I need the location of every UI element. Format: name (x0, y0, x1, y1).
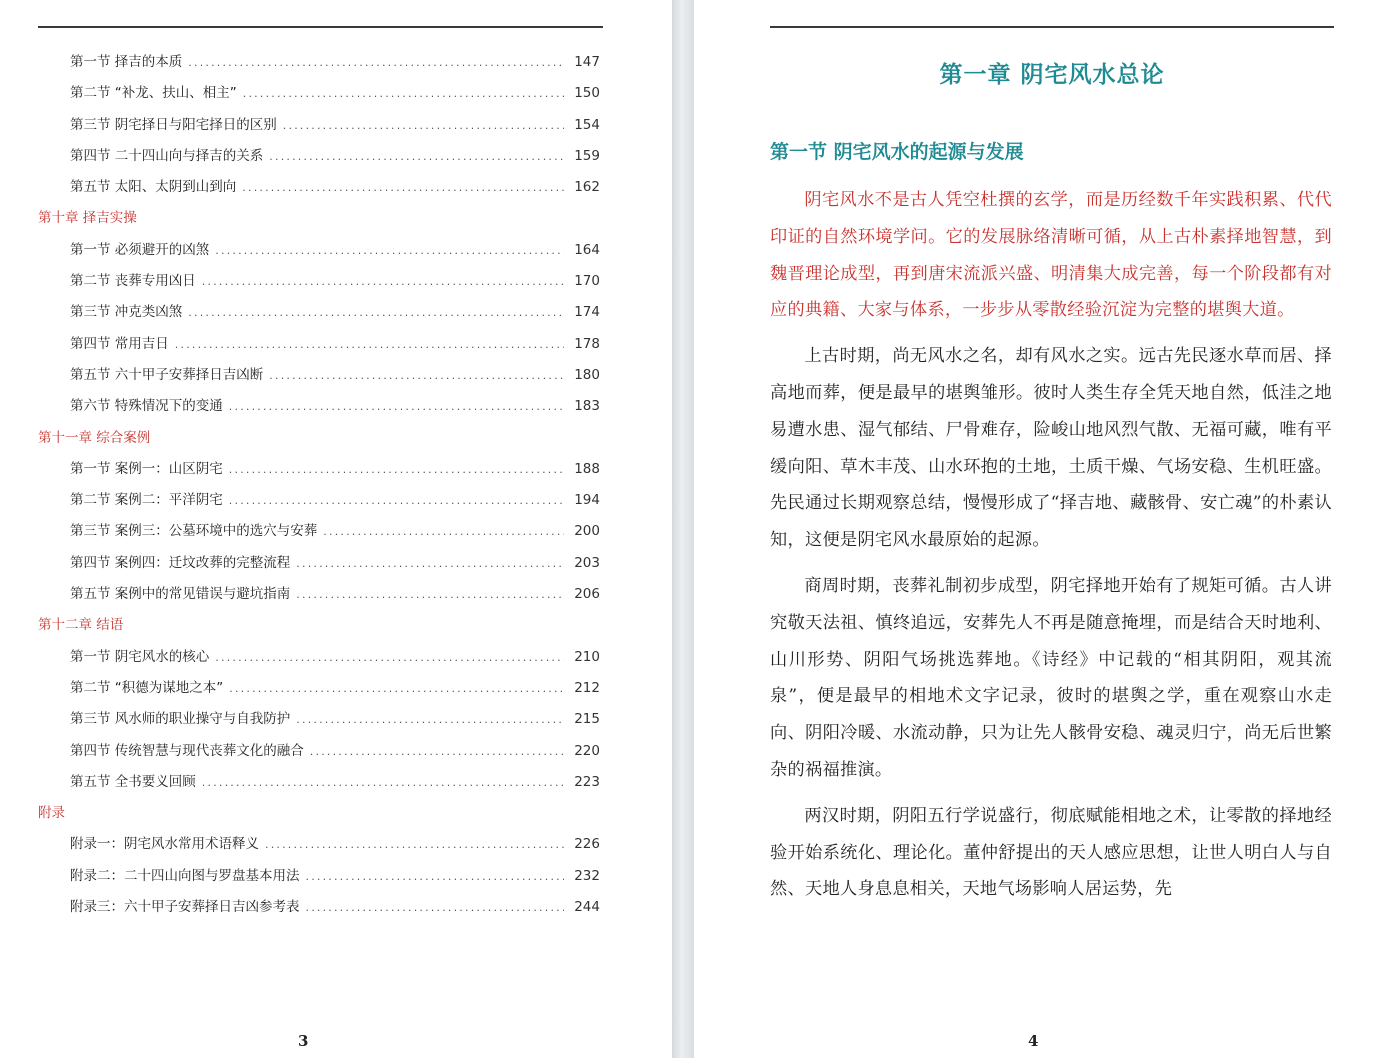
toc-leader-dots (229, 463, 564, 476)
toc-page-number: 220 (574, 742, 600, 759)
toc-entry[interactable] (38, 676, 600, 707)
toc-label: 第二节 “补龙、扶山、相主” (70, 85, 237, 102)
toc-label: 第十二章 结语 (38, 617, 124, 634)
toc-leader-dots (202, 275, 564, 288)
toc-leader-dots (202, 776, 564, 789)
toc-leader-dots (215, 244, 564, 257)
toc-page-number: 210 (574, 648, 600, 665)
toc-page-number: 206 (574, 586, 600, 603)
toc-label: 第五节 太阳、太阴到山到向 (70, 179, 237, 196)
toc-label: 第二节 丧葬专用凶日 (70, 273, 196, 290)
body-paragraph: 上古时期，尚无风水之名，却有风水之实。远古先民逐水草而居、择高地而葬，便是最早的堪舆雏形。彼时人类生存全凭天地自然，低洼之地易遭水患、湿气郁结、尸骨难存，险峻山地风烈气散、无福可藏，唯有平缓向阳、草木丰茂、山水环抱的土地，土质干燥、气场安稳、生机旺盛。先民通过长期观察总结，慢慢形成了“择吉地、藏骸骨、安亡魂”的朴素认知，这便是阴宅风水最原始的起源。 (770, 346, 1332, 551)
chapter-title: 第一章 阴宅风水总论 (939, 61, 1165, 88)
toc-page-number: 200 (574, 523, 600, 540)
toc-label: 第四节 案例四：迁坟改葬的完整流程 (70, 554, 291, 571)
toc-label: 第一节 择吉的本质 (70, 54, 183, 70)
toc-leader-dots (306, 901, 565, 914)
toc-label: 第五节 案例中的常见错误与避坑指南 (70, 586, 291, 603)
toc-leader-dots (296, 557, 564, 570)
toc-page-number: 159 (574, 147, 600, 164)
page-number-left: 3 (298, 1032, 309, 1050)
toc-leader-dots (306, 870, 565, 883)
toc-label: 第六节 特殊情况下的变通 (70, 398, 223, 415)
toc-page-number: 174 (574, 304, 600, 321)
toc-label: 附录 (38, 805, 65, 822)
toc-label: 第二节 案例二：平洋阴宅 (70, 492, 223, 509)
toc-entry[interactable] (38, 770, 600, 801)
toc-entry[interactable] (38, 895, 600, 926)
toc-chapter-heading[interactable] (38, 206, 600, 237)
toc-leader-dots (310, 745, 564, 758)
toc-page-number: 215 (574, 711, 600, 728)
toc-entry[interactable] (38, 81, 600, 112)
toc-entry[interactable] (38, 519, 600, 550)
toc-leader-dots (265, 838, 564, 851)
toc-entry[interactable] (38, 707, 600, 738)
toc-entry[interactable] (38, 175, 600, 206)
body-paragraph: 商周时期，丧葬礼制初步成型，阴宅择地开始有了规矩可循。古人讲究敬天法祖、慎终追远，安葬先人不再是随意掩埋，而是结合天时地利、山川形势、阴阳气场挑选葬地。《诗经》中记载的“相其阴阳，观其流泉”，便是最早的相地术文字记录，彼时的堪舆之学，重在观察山水走向、阴阳冷暖、水流动静，只为让先人骸骨安稳、魂灵归宁，尚无后世繁杂的祸福推演。 (770, 575, 1332, 780)
toc-label: 第三节 冲克类凶煞 (70, 304, 183, 321)
toc-page-number: 147 (574, 54, 600, 70)
toc-leader-dots (188, 56, 564, 69)
toc-entry[interactable] (38, 864, 600, 895)
toc-entry[interactable] (38, 238, 600, 269)
toc-page-number: 188 (574, 460, 600, 477)
page-number-right: 4 (1028, 1032, 1039, 1050)
toc-page-number: 178 (574, 335, 600, 352)
toc-label: 第三节 案例三：公墓环境中的选穴与安葬 (70, 523, 318, 540)
toc-leader-dots (269, 150, 564, 163)
toc-leader-dots (283, 119, 564, 132)
toc-entry[interactable] (38, 300, 600, 331)
toc-page-number: 170 (574, 273, 600, 290)
toc-label: 第四节 常用吉日 (70, 335, 169, 352)
toc-label: 第一节 必须避开的凶煞 (70, 241, 210, 258)
toc-page-number: 164 (574, 241, 600, 258)
toc-page-number: 244 (574, 899, 600, 916)
toc-label: 第三节 阴宅择日与阳宅择日的区别 (70, 116, 277, 133)
toc-label: 第十章 择吉实操 (38, 210, 137, 227)
left-page (0, 0, 672, 1058)
top-rule (38, 26, 603, 28)
right-page (694, 0, 1378, 1058)
toc-label: 第十一章 综合案例 (38, 429, 151, 446)
toc-label: 第二节 “积德为谋地之本” (70, 679, 224, 696)
toc-page-number: 154 (574, 116, 600, 133)
body-text (770, 182, 1332, 917)
toc-entry[interactable] (38, 269, 600, 300)
toc-page-number: 223 (574, 773, 600, 790)
toc-entry[interactable] (38, 832, 600, 863)
toc-page-number: 232 (574, 867, 600, 884)
toc-page-number: 212 (574, 679, 600, 696)
toc-page-number: 203 (574, 554, 600, 571)
toc-leader-dots (243, 87, 564, 100)
toc-entry[interactable] (38, 50, 600, 81)
toc-entry[interactable] (38, 488, 600, 519)
toc-leader-dots (242, 181, 564, 194)
toc-leader-dots (269, 369, 564, 382)
body-paragraph: 两汉时期，阴阳五行学说盛行，彻底赋能相地之术，让零散的择地经验开始系统化、理论化。董仲舒提出的天人感应思想，让世人明白人与自然、天地人身息息相关，天地气场影响人居运势，先 (770, 805, 1332, 900)
toc-label: 第四节 二十四山向与择吉的关系 (70, 147, 264, 164)
toc-chapter-heading[interactable] (38, 613, 600, 644)
toc-chapter-heading[interactable] (38, 801, 600, 832)
toc-label: 附录三：六十甲子安葬择日吉凶参考表 (70, 899, 300, 916)
toc-entry[interactable] (38, 113, 600, 144)
toc-page-number: 226 (574, 836, 600, 853)
toc-label: 第一节 阴宅风水的核心 (70, 648, 210, 665)
toc-entry[interactable] (38, 144, 600, 175)
toc-leader-dots (175, 338, 564, 351)
toc-label: 第一节 案例一：山区阴宅 (70, 460, 223, 477)
intro-paragraph: 阴宅风水不是古人凭空杜撰的玄学，而是历经数千年实践积累、代代印证的自然环境学问。它的发展脉络清晰可循，从上古朴素择地智慧，到魏晋理论成型，再到唐宋流派兴盛、明清集大成完善，每一个阶段都有对应的典籍、大家与体系，一步步从零散经验沉淀为完整的堪舆大道。 (770, 190, 1332, 321)
toc-leader-dots (323, 525, 564, 538)
table-of-contents (38, 50, 600, 926)
toc-leader-dots (296, 588, 564, 601)
top-rule (770, 26, 1334, 28)
toc-label: 第三节 风水师的职业操守与自我防护 (70, 711, 291, 728)
toc-label: 附录一：阴宅风水常用术语释义 (70, 836, 259, 853)
toc-entry[interactable] (38, 551, 600, 582)
toc-leader-dots (188, 306, 564, 319)
toc-page-number: 180 (574, 366, 600, 383)
toc-entry[interactable] (38, 363, 600, 394)
toc-leader-dots (229, 494, 564, 507)
toc-page-number: 162 (574, 179, 600, 196)
toc-page-number: 194 (574, 492, 600, 509)
toc-entry[interactable] (38, 645, 600, 676)
toc-page-number: 150 (574, 85, 600, 102)
toc-label: 附录二：二十四山向图与罗盘基本用法 (70, 867, 300, 884)
toc-label: 第四节 传统智慧与现代丧葬文化的融合 (70, 742, 304, 759)
toc-entry[interactable] (38, 332, 600, 363)
toc-label: 第五节 全书要义回顾 (70, 773, 196, 790)
toc-leader-dots (296, 713, 564, 726)
toc-leader-dots (229, 682, 564, 695)
toc-entry[interactable] (38, 394, 600, 425)
toc-leader-dots (229, 400, 564, 413)
toc-label: 第五节 六十甲子安葬择日吉凶断 (70, 366, 264, 383)
toc-chapter-heading[interactable] (38, 426, 600, 457)
toc-entry[interactable] (38, 457, 600, 488)
toc-entry[interactable] (38, 739, 600, 770)
section-title: 第一节 阴宅风水的起源与发展 (770, 141, 1024, 163)
toc-leader-dots (215, 651, 564, 664)
toc-entry[interactable] (38, 582, 600, 613)
page-gutter (672, 0, 694, 1058)
toc-page-number: 183 (574, 398, 600, 415)
